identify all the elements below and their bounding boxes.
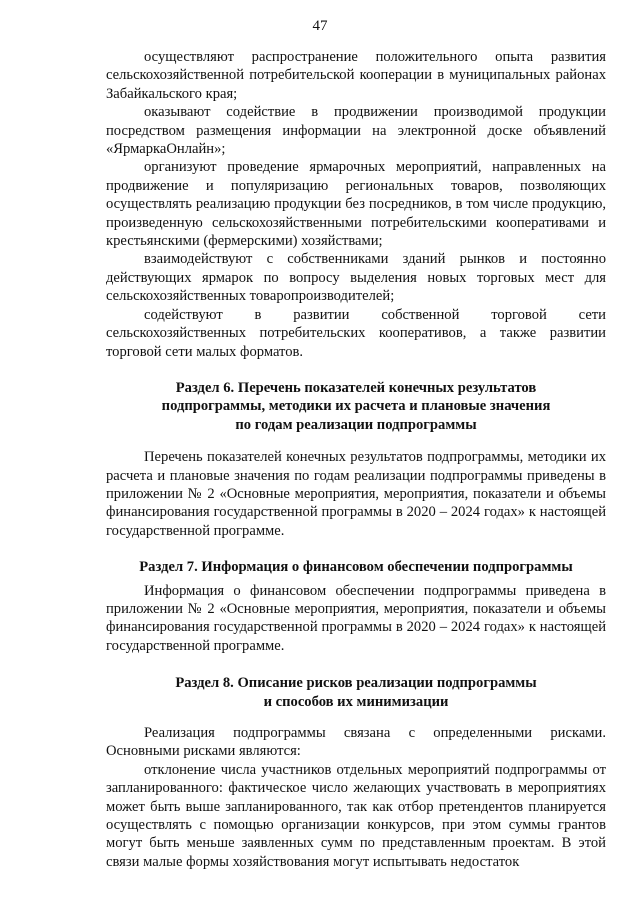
section-7-body: Информация о финансовом обеспечении подпрограммы приведена в приложении № 2 «Основные мероприятия, мероприятия, показатели и объемы финансирования государственной программы в 2020 – 2024 годах» к настоящей государственной программе. [106,582,606,654]
heading-line: по годам реализации подпрограммы [235,416,477,433]
page-number: 47 [312,18,328,34]
heading-line: подпрограммы, методики их расчета и плановые значения [161,398,551,415]
section-7-heading: Раздел 7. Информация о финансовом обеспечении подпрограммы [139,559,573,576]
paragraph: организуют проведение ярмарочных мероприятий, направленных на продвижение и популяризацию региональных товаров, позволяющих осуществлять реализацию продукции без посредников, в том числе продукцию, произведенную сельскохозяйственными потребительскими кооперативами и крестьянскими (фермерскими) хозяйствами; [106,159,606,250]
section-6-body: Перечень показателей конечных результатов подпрограммы, методики их расчета и плановые значения по годам реализации подпрограммы приведены в приложении № 2 «Основные мероприятия, мероприятия, показатели и объемы финансирования государственной программы в 2020 – 2024 годах» к настоящей государственной программе. [106,449,606,539]
paragraph: содействуют в развитии собственной торговой сети сельскохозяйственных потребительских кооперативов, а также развитии торговой сети малых форматов. [106,306,606,360]
paragraph: взаимодействуют с собственниками зданий рынков и постоянно действующих ярмарок по вопросу выделения новых торговых мест для сельскохозяйственных товаропроизводителей; [106,251,606,305]
section-8-body: Реализация подпрограммы связана с определенными рисками. Основными рисками являются: [106,725,606,760]
section-6-heading [106,379,606,434]
heading-line: Раздел 6. Перечень показателей конечных результатов [175,379,537,396]
paragraph: оказывают содействие в продвижении производимой продукции посредством размещения информации на электронной доске объявлений «ЯрмаркаОнлайн»; [106,104,606,158]
section-8-heading [106,674,606,711]
page-content [106,48,606,871]
heading-line: и способов их минимизации [263,693,449,710]
section-8-body: отклонение числа участников отдельных мероприятий подпрограммы от запланированного: фактическое число желающих участвовать в мероприятиях может быть выше запланированного, так как отбор претендентов планируется осуществлять с помощью организации конкурсов, при этом суммы грантов могут быть меньше заявленных сумм по представленным проектам. В этой связи малые формы хозяйствования могут испытывать недостаток [106,761,606,870]
paragraph: осуществляют распространение положительного опыта развития сельскохозяйственной потребительской кооперации в муниципальных районах Забайкальского края; [106,49,606,102]
heading-line: Раздел 8. Описание рисков реализации подпрограммы [175,675,537,692]
